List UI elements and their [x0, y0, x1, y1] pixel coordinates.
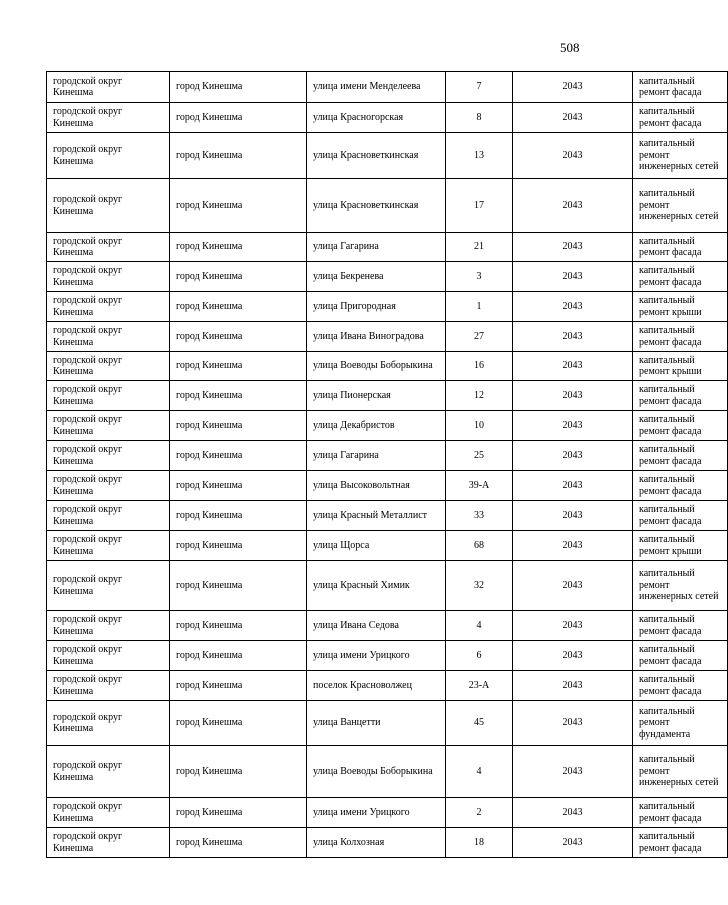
- house-number-cell: 45: [446, 701, 513, 746]
- house-number-cell: 33: [446, 501, 513, 531]
- repair-year-cell: 2043: [513, 561, 633, 611]
- municipality-cell: городской округ Кинешма: [47, 531, 170, 561]
- locality-cell: город Кинешма: [170, 746, 307, 798]
- street-cell: улица Ивана Седова: [307, 611, 446, 641]
- street-cell: улица Гагарина: [307, 441, 446, 471]
- locality-cell: город Кинешма: [170, 411, 307, 441]
- repair-year-cell: 2043: [513, 133, 633, 179]
- work-type-cell: капитальный ремонт фасада: [633, 72, 728, 103]
- municipality-cell: городской округ Кинешма: [47, 746, 170, 798]
- repair-year-cell: 2043: [513, 322, 633, 352]
- house-number-cell: 39-А: [446, 471, 513, 501]
- work-type-cell: капитальный ремонт фасада: [633, 611, 728, 641]
- municipality-cell: городской округ Кинешма: [47, 381, 170, 411]
- repair-year-cell: 2043: [513, 641, 633, 671]
- house-number-cell: 18: [446, 828, 513, 858]
- house-number-cell: 21: [446, 233, 513, 262]
- locality-cell: город Кинешма: [170, 798, 307, 828]
- house-number-cell: 2: [446, 798, 513, 828]
- table-row: [47, 641, 728, 671]
- locality-cell: город Кинешма: [170, 828, 307, 858]
- street-cell: улица Высоковольтная: [307, 471, 446, 501]
- work-type-cell: капитальный ремонт крыши: [633, 531, 728, 561]
- street-cell: улица имени Урицкого: [307, 641, 446, 671]
- street-cell: улица Декабристов: [307, 411, 446, 441]
- table-row: [47, 828, 728, 858]
- repair-year-cell: 2043: [513, 671, 633, 701]
- street-cell: улица имени Менделеева: [307, 72, 446, 103]
- work-type-cell: капитальный ремонт фасада: [633, 641, 728, 671]
- locality-cell: город Кинешма: [170, 531, 307, 561]
- work-type-cell: капитальный ремонт фасада: [633, 501, 728, 531]
- street-cell: улица Пригородная: [307, 292, 446, 322]
- table-row: [47, 746, 728, 798]
- municipality-cell: городской округ Кинешма: [47, 441, 170, 471]
- table-row: [47, 798, 728, 828]
- work-type-cell: капитальный ремонт фасада: [633, 671, 728, 701]
- locality-cell: город Кинешма: [170, 133, 307, 179]
- street-cell: улица Красноветкинская: [307, 133, 446, 179]
- municipality-cell: городской округ Кинешма: [47, 179, 170, 233]
- locality-cell: город Кинешма: [170, 292, 307, 322]
- street-cell: улица Гагарина: [307, 233, 446, 262]
- repair-year-cell: 2043: [513, 501, 633, 531]
- repair-year-cell: 2043: [513, 411, 633, 441]
- locality-cell: город Кинешма: [170, 72, 307, 103]
- municipality-cell: городской округ Кинешма: [47, 72, 170, 103]
- street-cell: улица Пионерская: [307, 381, 446, 411]
- house-number-cell: 4: [446, 746, 513, 798]
- table-row: [47, 262, 728, 292]
- municipality-cell: городской округ Кинешма: [47, 611, 170, 641]
- house-number-cell: 17: [446, 179, 513, 233]
- table-row: [47, 561, 728, 611]
- house-number-cell: 16: [446, 352, 513, 381]
- municipality-cell: городской округ Кинешма: [47, 471, 170, 501]
- repair-schedule-table: [46, 71, 728, 858]
- locality-cell: город Кинешма: [170, 701, 307, 746]
- street-cell: улица Бекренева: [307, 262, 446, 292]
- locality-cell: город Кинешма: [170, 501, 307, 531]
- repair-year-cell: 2043: [513, 292, 633, 322]
- table-row: [47, 103, 728, 133]
- house-number-cell: 27: [446, 322, 513, 352]
- work-type-cell: капитальный ремонт инженерных сетей: [633, 746, 728, 798]
- work-type-cell: капитальный ремонт инженерных сетей: [633, 561, 728, 611]
- locality-cell: город Кинешма: [170, 561, 307, 611]
- street-cell: улица Воеводы Боборыкина: [307, 352, 446, 381]
- repair-year-cell: 2043: [513, 352, 633, 381]
- table-body: [47, 72, 728, 858]
- table-row: [47, 322, 728, 352]
- locality-cell: город Кинешма: [170, 381, 307, 411]
- work-type-cell: капитальный ремонт фасада: [633, 471, 728, 501]
- table-row: [47, 611, 728, 641]
- house-number-cell: 3: [446, 262, 513, 292]
- house-number-cell: 12: [446, 381, 513, 411]
- work-type-cell: капитальный ремонт фасада: [633, 828, 728, 858]
- municipality-cell: городской округ Кинешма: [47, 561, 170, 611]
- house-number-cell: 32: [446, 561, 513, 611]
- repair-year-cell: 2043: [513, 701, 633, 746]
- house-number-cell: 23-А: [446, 671, 513, 701]
- locality-cell: город Кинешма: [170, 471, 307, 501]
- municipality-cell: городской округ Кинешма: [47, 798, 170, 828]
- table-row: [47, 179, 728, 233]
- repair-year-cell: 2043: [513, 611, 633, 641]
- locality-cell: город Кинешма: [170, 671, 307, 701]
- work-type-cell: капитальный ремонт фасада: [633, 441, 728, 471]
- work-type-cell: капитальный ремонт фасада: [633, 233, 728, 262]
- municipality-cell: городской округ Кинешма: [47, 262, 170, 292]
- municipality-cell: городской округ Кинешма: [47, 828, 170, 858]
- work-type-cell: капитальный ремонт инженерных сетей: [633, 133, 728, 179]
- table-row: [47, 352, 728, 381]
- municipality-cell: городской округ Кинешма: [47, 292, 170, 322]
- street-cell: улица Красный Химик: [307, 561, 446, 611]
- work-type-cell: капитальный ремонт фундамента: [633, 701, 728, 746]
- repair-year-cell: 2043: [513, 471, 633, 501]
- house-number-cell: 8: [446, 103, 513, 133]
- street-cell: улица Красноветкинская: [307, 179, 446, 233]
- street-cell: улица имени Урицкого: [307, 798, 446, 828]
- locality-cell: город Кинешма: [170, 352, 307, 381]
- municipality-cell: городской округ Кинешма: [47, 352, 170, 381]
- work-type-cell: капитальный ремонт инженерных сетей: [633, 179, 728, 233]
- repair-year-cell: 2043: [513, 746, 633, 798]
- table-row: [47, 133, 728, 179]
- table-row: [47, 233, 728, 262]
- street-cell: улица Воеводы Боборыкина: [307, 746, 446, 798]
- house-number-cell: 10: [446, 411, 513, 441]
- house-number-cell: 68: [446, 531, 513, 561]
- repair-year-cell: 2043: [513, 798, 633, 828]
- work-type-cell: капитальный ремонт крыши: [633, 352, 728, 381]
- work-type-cell: капитальный ремонт фасада: [633, 381, 728, 411]
- work-type-cell: капитальный ремонт фасада: [633, 798, 728, 828]
- locality-cell: город Кинешма: [170, 441, 307, 471]
- table-row: [47, 441, 728, 471]
- repair-year-cell: 2043: [513, 441, 633, 471]
- locality-cell: город Кинешма: [170, 262, 307, 292]
- repair-year-cell: 2043: [513, 103, 633, 133]
- work-type-cell: капитальный ремонт фасада: [633, 262, 728, 292]
- page-number: 508: [560, 40, 580, 55]
- work-type-cell: капитальный ремонт фасада: [633, 103, 728, 133]
- table-row: [47, 471, 728, 501]
- municipality-cell: городской округ Кинешма: [47, 322, 170, 352]
- street-cell: поселок Красноволжец: [307, 671, 446, 701]
- repair-year-cell: 2043: [513, 72, 633, 103]
- table-row: [47, 531, 728, 561]
- street-cell: улица Красный Металлист: [307, 501, 446, 531]
- street-cell: улица Колхозная: [307, 828, 446, 858]
- locality-cell: город Кинешма: [170, 179, 307, 233]
- house-number-cell: 6: [446, 641, 513, 671]
- municipality-cell: городской округ Кинешма: [47, 501, 170, 531]
- work-type-cell: капитальный ремонт фасада: [633, 322, 728, 352]
- repair-year-cell: 2043: [513, 828, 633, 858]
- locality-cell: город Кинешма: [170, 233, 307, 262]
- street-cell: улица Ванцетти: [307, 701, 446, 746]
- table-row: [47, 701, 728, 746]
- house-number-cell: 13: [446, 133, 513, 179]
- street-cell: улица Щорса: [307, 531, 446, 561]
- house-number-cell: 25: [446, 441, 513, 471]
- work-type-cell: капитальный ремонт крыши: [633, 292, 728, 322]
- repair-year-cell: 2043: [513, 531, 633, 561]
- locality-cell: город Кинешма: [170, 103, 307, 133]
- table-row: [47, 292, 728, 322]
- repair-year-cell: 2043: [513, 179, 633, 233]
- street-cell: улица Красногорская: [307, 103, 446, 133]
- work-type-cell: капитальный ремонт фасада: [633, 411, 728, 441]
- repair-year-cell: 2043: [513, 381, 633, 411]
- municipality-cell: городской округ Кинешма: [47, 411, 170, 441]
- locality-cell: город Кинешма: [170, 641, 307, 671]
- table-row: [47, 501, 728, 531]
- municipality-cell: городской округ Кинешма: [47, 133, 170, 179]
- municipality-cell: городской округ Кинешма: [47, 671, 170, 701]
- street-cell: улица Ивана Виноградова: [307, 322, 446, 352]
- house-number-cell: 1: [446, 292, 513, 322]
- house-number-cell: 7: [446, 72, 513, 103]
- table-row: [47, 72, 728, 103]
- municipality-cell: городской округ Кинешма: [47, 103, 170, 133]
- locality-cell: город Кинешма: [170, 611, 307, 641]
- house-number-cell: 4: [446, 611, 513, 641]
- table-row: [47, 411, 728, 441]
- repair-year-cell: 2043: [513, 233, 633, 262]
- repair-year-cell: 2043: [513, 262, 633, 292]
- table-row: [47, 671, 728, 701]
- table-row: [47, 381, 728, 411]
- locality-cell: город Кинешма: [170, 322, 307, 352]
- municipality-cell: городской округ Кинешма: [47, 701, 170, 746]
- municipality-cell: городской округ Кинешма: [47, 233, 170, 262]
- municipality-cell: городской округ Кинешма: [47, 641, 170, 671]
